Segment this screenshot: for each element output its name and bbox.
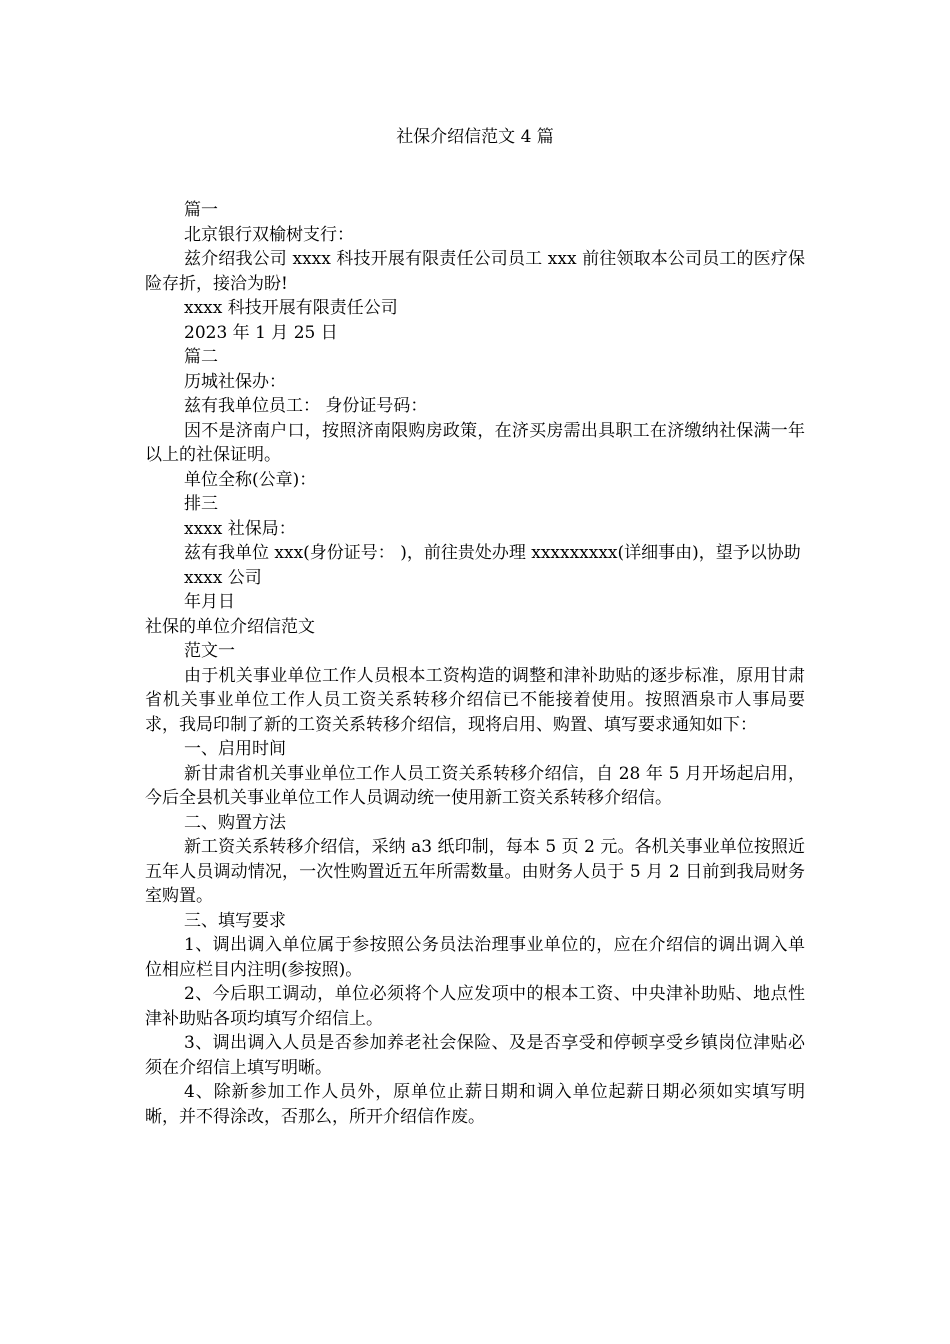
paragraph: 年月日 bbox=[184, 592, 235, 612]
paragraph: 4、除新参加工作人员外，原单位止薪日期和调入单位起薪日期必须如实填写明晰，并不得涂改，否那么，所开介绍信作废。 bbox=[145, 1082, 805, 1127]
document-title: 社保介绍信范文 4 篇 bbox=[396, 127, 554, 147]
paragraph: 篇二 bbox=[184, 347, 218, 367]
paragraph: 3、调出调入人员是否参加养老社会保险、及是否享受和停顿享受乡镇岗位津贴必须在介绍信上填写明晰。 bbox=[145, 1033, 805, 1078]
paragraph: 兹有我单位 xxx(身份证号： )，前往贵处办理 xxxxxxxxx(详细事由)，望予以协助 bbox=[184, 543, 801, 563]
paragraph: 2、今后职工调动，单位必须将个人应发项中的根本工资、中央津补助贴、地点性津补助贴各项均填写介绍信上。 bbox=[145, 984, 805, 1029]
paragraph: xxxx 公司 bbox=[184, 567, 262, 588]
paragraph: 新甘肃省机关事业单位工作人员工资关系转移介绍信，自 28 年 5 月开场起启用，今后全县机关事业单位工作人员调动统一使用新工资关系转移介绍信。 bbox=[145, 763, 805, 808]
paragraph: 篇一 bbox=[184, 200, 218, 220]
paragraph: 单位全称(公章)： bbox=[184, 469, 317, 490]
paragraph: 三、填写要求 bbox=[184, 910, 286, 931]
paragraph: 历城社保办： bbox=[184, 371, 286, 392]
paragraph: 兹有我单位员工： 身份证号码： bbox=[184, 396, 428, 416]
paragraph: 社保的单位介绍信范文 bbox=[145, 616, 315, 637]
paragraph: 由于机关事业单位工作人员根本工资构造的调整和津补助贴的逐步标准，原用甘肃省机关事业单位工作人员工资关系转移介绍信已不能接着使用。按照酒泉市人事局要求，我局印制了新的工资关系转移介绍信，现将启用、购置、填写要求通知如下： bbox=[145, 665, 805, 735]
paragraph: 1、调出调入单位属于参按照公务员法治理事业单位的，应在介绍信的调出调入单位相应栏目内注明(参按照)。 bbox=[145, 935, 805, 980]
document-body bbox=[145, 198, 805, 1129]
paragraph: 兹介绍我公司 xxxx 科技开展有限责任公司员工 xxx 前往领取本公司员工的医疗保险存折，接洽为盼! bbox=[145, 249, 805, 294]
paragraph: xxxx 社保局： bbox=[184, 518, 296, 539]
paragraph: 新工资关系转移介绍信，采纳 a3 纸印制，每本 5 页 2 元。各机关事业单位按照近五年人员调动情况，一次性购置近五年所需数量。由财务人员于 5 月 2 日前到我局财务室购置。 bbox=[145, 837, 805, 906]
paragraph: 2023 年 1 月 25 日 bbox=[184, 322, 338, 343]
paragraph: 排三 bbox=[184, 494, 218, 514]
paragraph: xxxx 科技开展有限责任公司 bbox=[184, 298, 398, 318]
paragraph: 范文一 bbox=[184, 641, 235, 661]
paragraph: 二、购置方法 bbox=[184, 812, 286, 833]
paragraph: 因不是济南户口，按照济南限购房政策，在济买房需出具职工在济缴纳社保满一年以上的社保证明。 bbox=[145, 420, 805, 465]
paragraph: 一、启用时间 bbox=[184, 739, 286, 759]
paragraph: 北京银行双榆树支行： bbox=[184, 224, 354, 245]
